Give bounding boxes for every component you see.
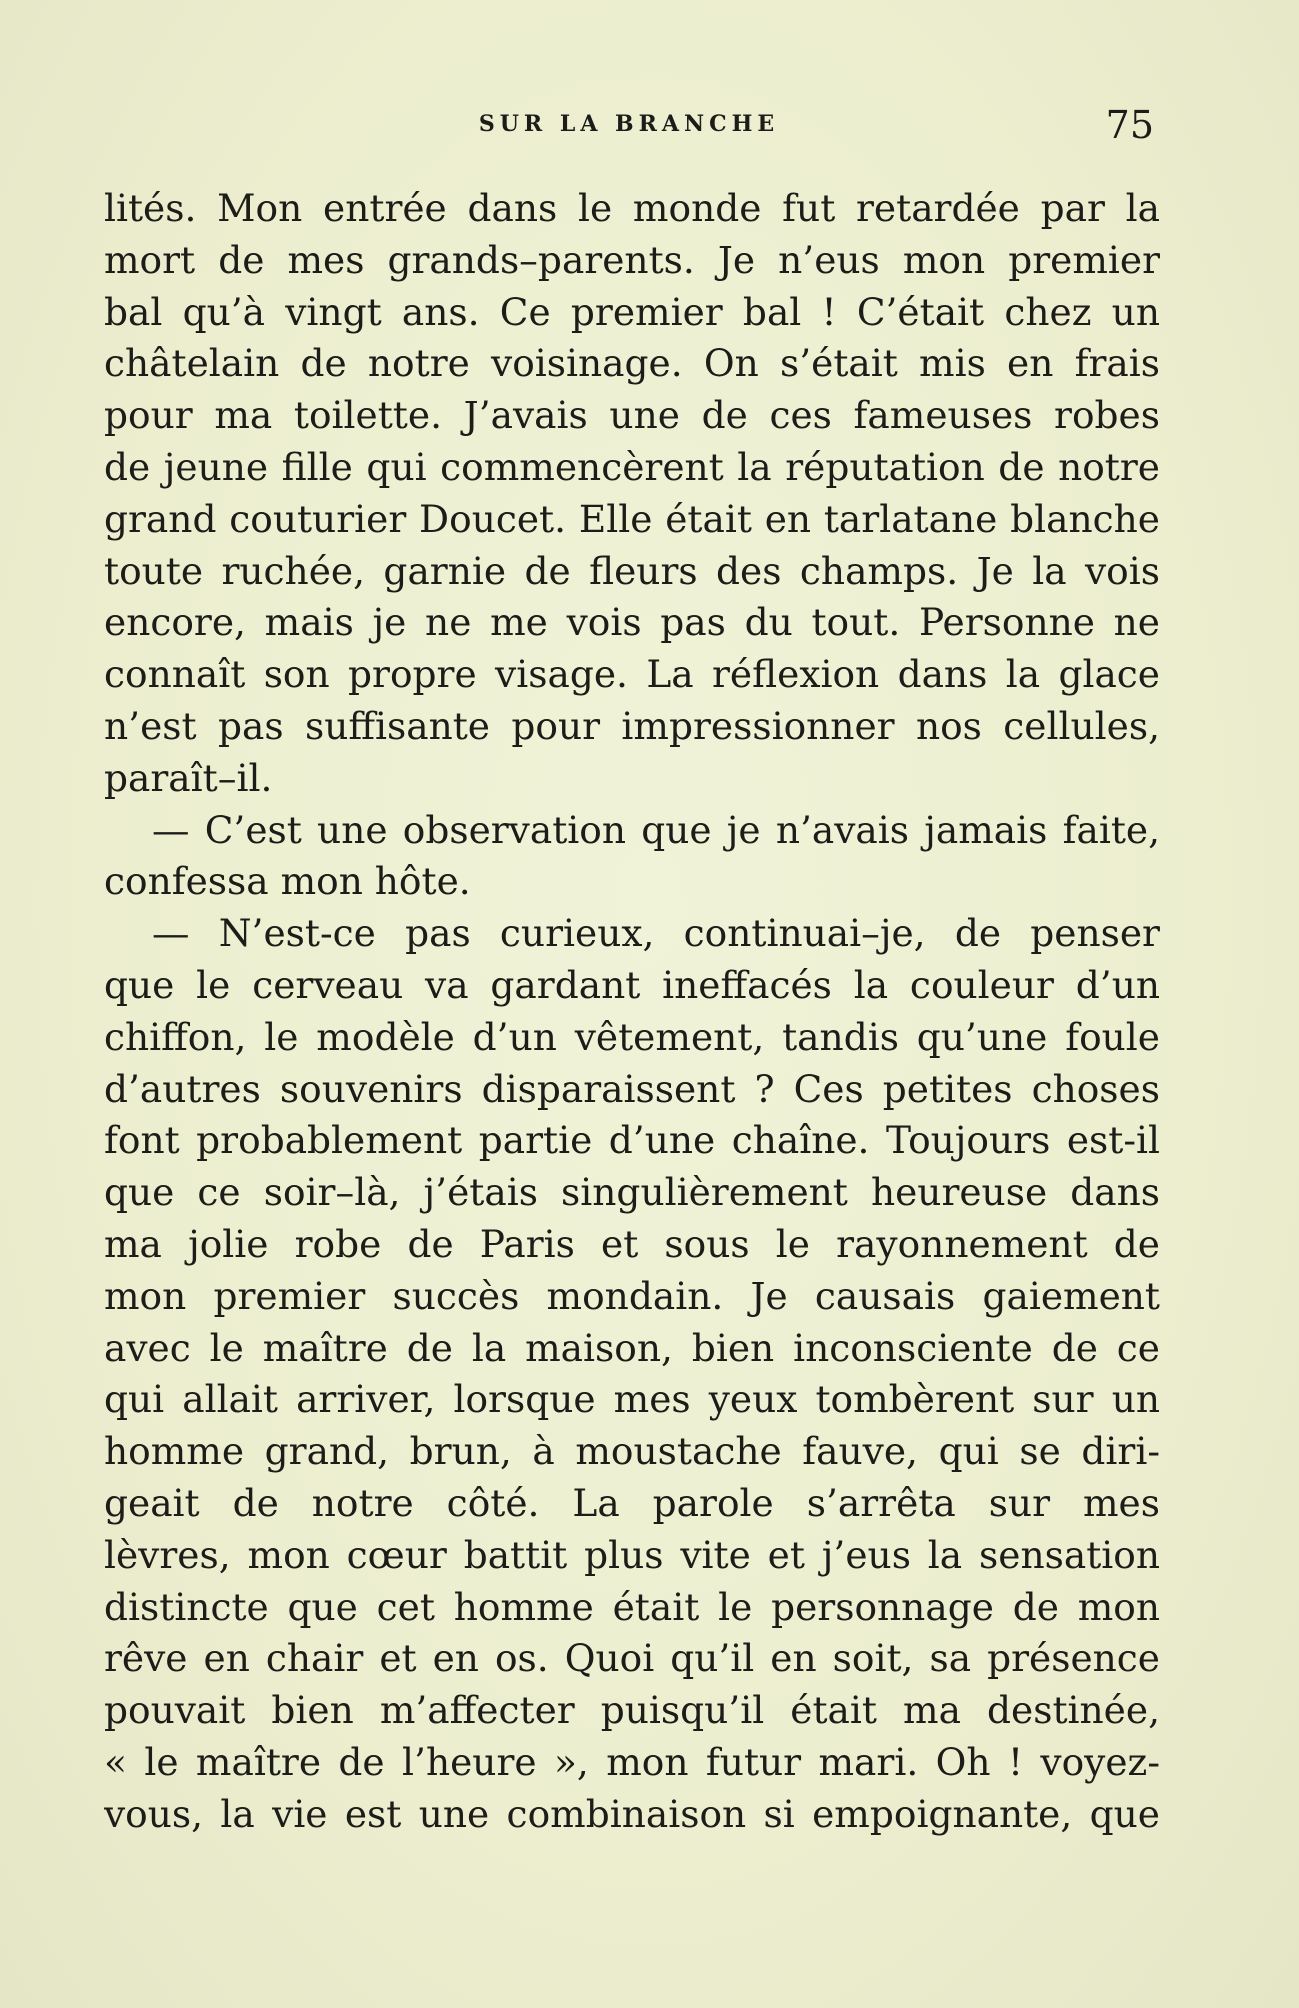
text-line: vous, la vie est une combinaison si empoignante, que xyxy=(104,1791,1160,1836)
running-head xyxy=(104,103,1154,153)
text-line: pour ma toilette. J’avais une de ces fameuses robes xyxy=(104,393,1160,438)
text-line: — N’est-ce pas curieux, continuai–je, de penser xyxy=(152,911,1160,956)
text-line: pouvait bien m’affecter puisqu’il était ma destinée, xyxy=(104,1688,1160,1733)
text-line: homme grand, brun, à moustache fauve, qui se diri- xyxy=(104,1429,1160,1474)
text-line: d’autres souvenirs disparaissent ? Ces petites choses xyxy=(104,1066,1160,1111)
running-title: SUR LA BRANCHE xyxy=(478,111,780,137)
text-line: toute ruchée, garnie de fleurs des champs. Je la vois xyxy=(104,548,1160,593)
text-line: que le cerveau va gardant ineffacés la couleur d’un xyxy=(104,962,1160,1007)
text-line: ma jolie robe de Paris et sous le rayonnement de xyxy=(104,1221,1160,1266)
text-line: qui allait arriver, lorsque mes yeux tombèrent sur un xyxy=(104,1377,1160,1422)
text-line: font probablement partie d’une chaîne. Toujours est-il xyxy=(104,1118,1160,1163)
text-line: lèvres, mon cœur battit plus vite et j’eus la sensation xyxy=(104,1532,1160,1577)
text-line: connaît son propre visage. La réflexion dans la glace xyxy=(104,652,1160,697)
text-line: mon premier succès mondain. Je causais gaiement xyxy=(104,1273,1160,1318)
text-line: lités. Mon entrée dans le monde fut retardée par la xyxy=(104,186,1160,230)
text-line: distincte que cet homme était le personnage de mon xyxy=(104,1584,1160,1629)
text-line: rêve en chair et en os. Quoi qu’il en soit, sa présence xyxy=(104,1636,1160,1681)
text-line: paraît–il. xyxy=(104,755,273,800)
text-line: chiffon, le modèle d’un vêtement, tandis qu’une foule xyxy=(104,1014,1160,1059)
text-line: encore, mais je ne me vois pas du tout. Personne ne xyxy=(104,600,1160,645)
text-line: châtelain de notre voisinage. On s’était mis en frais xyxy=(104,341,1160,386)
text-line: — C’est une observation que je n’avais jamais faite, xyxy=(152,807,1160,852)
text-line: bal qu’à vingt ans. Ce premier bal ! C’était chez un xyxy=(104,289,1160,334)
text-line: de jeune fille qui commencèrent la réputation de notre xyxy=(104,444,1160,489)
text-line: avec le maître de la maison, bien inconsciente de ce xyxy=(104,1325,1160,1370)
page-number: 75 xyxy=(1105,103,1154,147)
text-line: geait de notre côté. La parole s’arrêta sur mes xyxy=(104,1480,1160,1525)
text-line: « le maître de l’heure », mon futur mari. Oh ! voyez- xyxy=(104,1739,1160,1784)
text-line: que ce soir–là, j’étais singulièrement heureuse dans xyxy=(104,1170,1160,1215)
text-line: grand couturier Doucet. Elle était en tarlatane blanche xyxy=(104,496,1160,541)
text-line: confessa mon hôte. xyxy=(104,859,471,904)
text-line: mort de mes grands–parents. Je n’eus mon premier xyxy=(104,237,1160,282)
text-line: n’est pas suffisante pour impressionner nos cellules, xyxy=(104,703,1160,748)
body-text xyxy=(104,183,1160,1841)
